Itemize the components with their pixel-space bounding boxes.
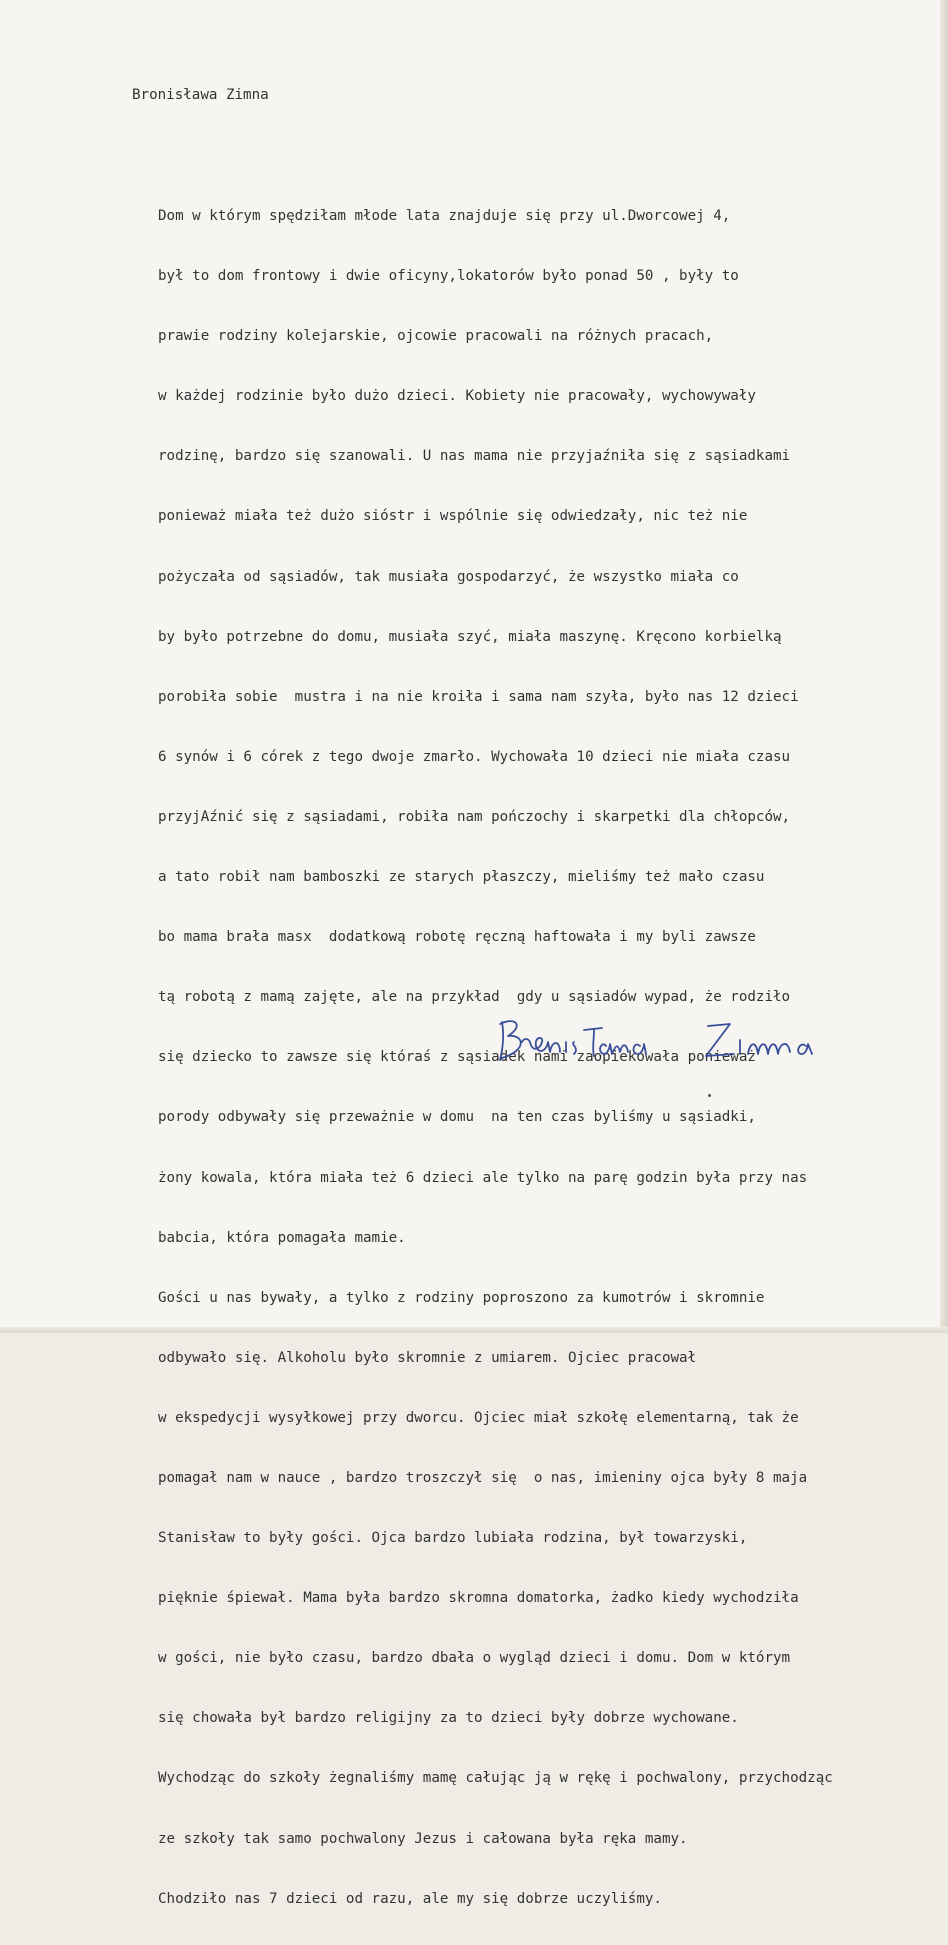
page-edge-shadow	[940, 0, 948, 1333]
text-line: 6 synów i 6 córek z tego dwoje zmarło. Wychowała 10 dzieci nie miała czasu	[158, 748, 791, 765]
text-line: ponieważ miała też dużo sióstr i wspólnie się odwiedzały, nic też nie	[158, 508, 748, 525]
text-line: żony kowala, która miała też 6 dzieci ale tylko na parę godzin była przy nas	[158, 1169, 808, 1186]
text-line: a tato robił nam bamboszki ze starych płaszczy, mieliśmy też mało czasu	[158, 869, 765, 886]
text-line: był to dom frontowy i dwie oficyny,lokatorów było ponad 50 , były to	[158, 268, 739, 285]
text-line: w każdej rodzinie było dużo dzieci. Kobiety nie pracowały, wychowywały	[158, 388, 756, 405]
text-line: przyjAźnić się z sąsiadami, robiła nam pończochy i skarpetki dla chłopców,	[158, 808, 791, 825]
text-line: w ekspedycji wysyłkowej przy dworcu. Ojciec miał szkołę elementarną, tak że	[158, 1409, 799, 1426]
text-line: porobiła sobie mustra i na nie kroiła i sama nam szyła, było nas 12 dzieci	[158, 688, 799, 705]
text-line: się dziecko to zawsze się któraś z sąsiadek nami zaopiekowała ponieważ	[158, 1049, 756, 1066]
handwritten-signature	[494, 1012, 824, 1072]
text-line: tą robotą z mamą zajęte, ale na przykład gdy u sąsiadów wypad, że rodziło	[158, 989, 791, 1006]
text-line: Wychodząc do szkoły żegnaliśmy mamę całując ją w rękę i pochwalony, przychodząc	[158, 1770, 833, 1787]
text-line: pożyczała od sąsiadów, tak musiała gospodarzyć, że wszystko miała co	[158, 568, 739, 585]
text-line: się chowała był bardzo religijny za to dzieci były dobrze wychowane.	[158, 1710, 739, 1727]
text-line: odbywało się. Alkoholu było skromnie z umiarem. Ojciec pracował	[158, 1349, 697, 1366]
ink-dot	[708, 1094, 711, 1097]
text-line: Gości u nas bywały, a tylko z rodziny poproszono za kumotrów i skromnie	[158, 1289, 765, 1306]
page-edge-shadow	[0, 1327, 948, 1333]
text-line: Stanisław to były gości. Ojca bardzo lubiała rodzina, był towarzyski,	[158, 1530, 748, 1547]
text-line: Chodziło nas 7 dzieci od razu, ale my się dobrze uczyliśmy.	[158, 1890, 662, 1907]
text-line: ze szkoły tak samo pochwalony Jezus i całowana była ręka mamy.	[158, 1830, 688, 1847]
text-line: babcia, która pomagała mamie.	[158, 1229, 406, 1246]
text-line: bo mama brała masx dodatkową robotę ręczną haftowała i my byli zawsze	[158, 929, 756, 946]
text-line: pomagał nam w nauce , bardzo troszczył się o nas, imieniny ojca były 8 maja	[158, 1469, 808, 1486]
text-line: w gości, nie było czasu, bardzo dbała o wygląd dzieci i domu. Dom w którym	[158, 1650, 791, 1667]
text-line: Dom w którym spędziłam młode lata znajduje się przy ul.Dworcowej 4,	[158, 208, 731, 224]
text-line: pięknie śpiewał. Mama była bardzo skromna domatorka, żadko kiedy wychodziła	[158, 1590, 799, 1607]
author-name: Bronisława Zimna	[132, 87, 269, 103]
text-line: rodzinę, bardzo się szanowali. U nas mama nie przyjaźniła się z sąsiadkami	[158, 448, 791, 465]
signature-drawing	[494, 1012, 824, 1072]
text-line: by było potrzebne do domu, musiała szyć, miała maszynę. Kręcono korbielką	[158, 628, 782, 645]
text-line: prawie rodziny kolejarskie, ojcowie pracowali na różnych pracach,	[158, 328, 714, 345]
text-line: porody odbywały się przeważnie w domu na ten czas byliśmy u sąsiadki,	[158, 1109, 756, 1126]
